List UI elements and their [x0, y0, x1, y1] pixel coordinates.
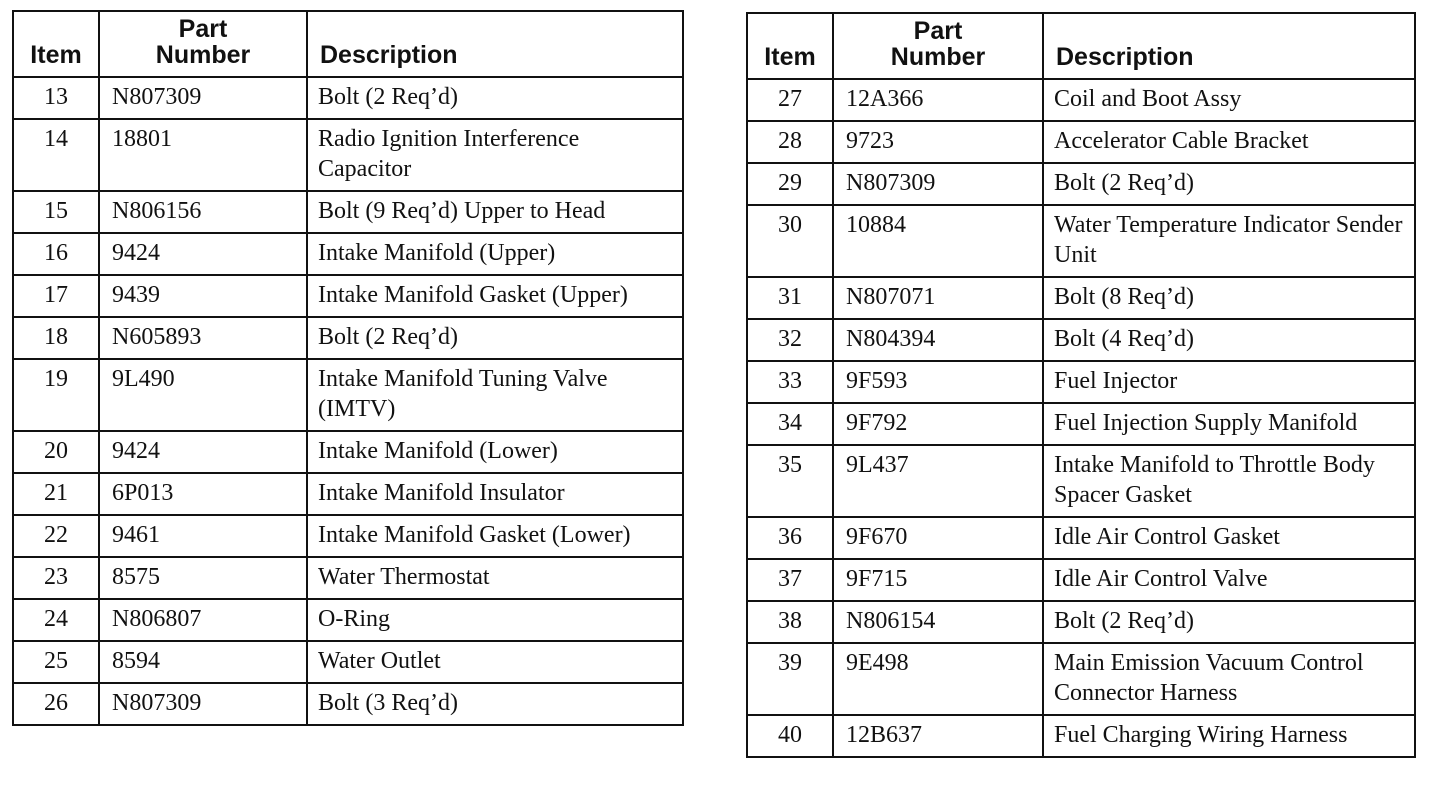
part-number-cell: N806807: [99, 599, 307, 641]
table-row: [747, 121, 1415, 163]
parts-body-right: [747, 79, 1415, 757]
description-cell: Intake Manifold Tuning Valve (IMTV): [307, 359, 683, 431]
part-number-header: [99, 11, 307, 77]
table-row: [747, 163, 1415, 205]
description-cell: Bolt (2 Req’d): [1043, 163, 1415, 205]
item-cell: 26: [13, 683, 99, 725]
table-row: [747, 361, 1415, 403]
item-cell: 25: [13, 641, 99, 683]
item-cell: 30: [747, 205, 833, 277]
description-cell: Bolt (3 Req’d): [307, 683, 683, 725]
item-cell: 39: [747, 643, 833, 715]
description-cell: Intake Manifold (Upper): [307, 233, 683, 275]
part-number-cell: 9F670: [833, 517, 1043, 559]
description-cell: Intake Manifold Gasket (Upper): [307, 275, 683, 317]
description-cell: Fuel Charging Wiring Harness: [1043, 715, 1415, 757]
description-cell: Accelerator Cable Bracket: [1043, 121, 1415, 163]
table-row: [747, 319, 1415, 361]
part-number-cell: 9L437: [833, 445, 1043, 517]
description-cell: Bolt (2 Req’d): [1043, 601, 1415, 643]
table-row: [747, 277, 1415, 319]
part-number-cell: 12B637: [833, 715, 1043, 757]
description-header: Description: [1043, 13, 1415, 79]
description-cell: Intake Manifold Gasket (Lower): [307, 515, 683, 557]
item-cell: 35: [747, 445, 833, 517]
item-cell: 20: [13, 431, 99, 473]
item-cell: 40: [747, 715, 833, 757]
table-row: [13, 557, 683, 599]
table-row: [13, 473, 683, 515]
item-header: Item: [13, 11, 99, 77]
table-row: [13, 683, 683, 725]
item-cell: 31: [747, 277, 833, 319]
part-number-cell: N804394: [833, 319, 1043, 361]
part-number-cell: 9F792: [833, 403, 1043, 445]
description-cell: Coil and Boot Assy: [1043, 79, 1415, 121]
parts-table-left: [12, 10, 684, 726]
part-header-line2: Number: [890, 43, 986, 71]
description-cell: O-Ring: [307, 599, 683, 641]
description-cell: Bolt (2 Req’d): [307, 77, 683, 119]
item-cell: 33: [747, 361, 833, 403]
part-header-line1: Part: [913, 17, 963, 45]
item-cell: 22: [13, 515, 99, 557]
item-cell: 14: [13, 119, 99, 191]
part-number-cell: N605893: [99, 317, 307, 359]
table-row: [747, 559, 1415, 601]
description-cell: Idle Air Control Gasket: [1043, 517, 1415, 559]
description-cell: Intake Manifold Insulator: [307, 473, 683, 515]
description-cell: Intake Manifold to Throttle Body Spacer Gasket: [1043, 445, 1415, 517]
part-number-cell: 9439: [99, 275, 307, 317]
item-cell: 21: [13, 473, 99, 515]
description-cell: Fuel Injector: [1043, 361, 1415, 403]
item-cell: 32: [747, 319, 833, 361]
part-number-cell: 10884: [833, 205, 1043, 277]
part-number-cell: 9L490: [99, 359, 307, 431]
parts-table-right: [746, 12, 1416, 758]
part-number-cell: 9461: [99, 515, 307, 557]
description-cell: Water Outlet: [307, 641, 683, 683]
header-row: [747, 13, 1415, 79]
table-row: [13, 359, 683, 431]
item-cell: 27: [747, 79, 833, 121]
item-cell: 15: [13, 191, 99, 233]
part-header-line1: Part: [178, 15, 228, 43]
part-number-header: [833, 13, 1043, 79]
item-cell: 34: [747, 403, 833, 445]
part-number-cell: 9F593: [833, 361, 1043, 403]
part-number-cell: 8575: [99, 557, 307, 599]
part-number-cell: N806156: [99, 191, 307, 233]
item-cell: 37: [747, 559, 833, 601]
table-row: [747, 403, 1415, 445]
item-cell: 28: [747, 121, 833, 163]
description-cell: Bolt (4 Req’d): [1043, 319, 1415, 361]
part-number-cell: N807309: [99, 77, 307, 119]
description-cell: Bolt (8 Req’d): [1043, 277, 1415, 319]
description-cell: Radio Ignition Interference Capacitor: [307, 119, 683, 191]
item-cell: 17: [13, 275, 99, 317]
part-number-cell: 9E498: [833, 643, 1043, 715]
item-cell: 16: [13, 233, 99, 275]
description-cell: Bolt (2 Req’d): [307, 317, 683, 359]
part-number-cell: 9F715: [833, 559, 1043, 601]
part-number-cell: 8594: [99, 641, 307, 683]
item-cell: 24: [13, 599, 99, 641]
table-row: [13, 431, 683, 473]
part-number-cell: N807309: [99, 683, 307, 725]
description-cell: Intake Manifold (Lower): [307, 431, 683, 473]
item-cell: 19: [13, 359, 99, 431]
part-number-cell: N807309: [833, 163, 1043, 205]
description-cell: Bolt (9 Req’d) Upper to Head: [307, 191, 683, 233]
table-row: [13, 77, 683, 119]
part-number-cell: N806154: [833, 601, 1043, 643]
table-row: [747, 517, 1415, 559]
table-row: [747, 445, 1415, 517]
part-number-cell: 9424: [99, 431, 307, 473]
table-row: [13, 641, 683, 683]
item-cell: 23: [13, 557, 99, 599]
table-row: [747, 79, 1415, 121]
item-header: Item: [747, 13, 833, 79]
item-cell: 18: [13, 317, 99, 359]
table-row: [13, 191, 683, 233]
part-number-cell: 12A366: [833, 79, 1043, 121]
table-row: [747, 643, 1415, 715]
table-row: [13, 233, 683, 275]
part-number-cell: 9424: [99, 233, 307, 275]
table-row: [13, 599, 683, 641]
table-row: [13, 515, 683, 557]
table-row: [747, 715, 1415, 757]
description-cell: Water Temperature Indicator Sender Unit: [1043, 205, 1415, 277]
description-cell: Main Emission Vacuum Control Connector Harness: [1043, 643, 1415, 715]
table-row: [747, 205, 1415, 277]
header-row: [13, 11, 683, 77]
description-cell: Water Thermostat: [307, 557, 683, 599]
description-cell: Idle Air Control Valve: [1043, 559, 1415, 601]
part-header-line2: Number: [155, 41, 251, 69]
part-number-cell: 18801: [99, 119, 307, 191]
item-cell: 13: [13, 77, 99, 119]
description-header: Description: [307, 11, 683, 77]
part-number-cell: 9723: [833, 121, 1043, 163]
item-cell: 38: [747, 601, 833, 643]
table-row: [13, 119, 683, 191]
item-cell: 36: [747, 517, 833, 559]
item-cell: 29: [747, 163, 833, 205]
parts-body-left: [13, 77, 683, 725]
part-number-cell: N807071: [833, 277, 1043, 319]
part-number-cell: 6P013: [99, 473, 307, 515]
description-cell: Fuel Injection Supply Manifold: [1043, 403, 1415, 445]
table-row: [747, 601, 1415, 643]
table-row: [13, 275, 683, 317]
table-row: [13, 317, 683, 359]
